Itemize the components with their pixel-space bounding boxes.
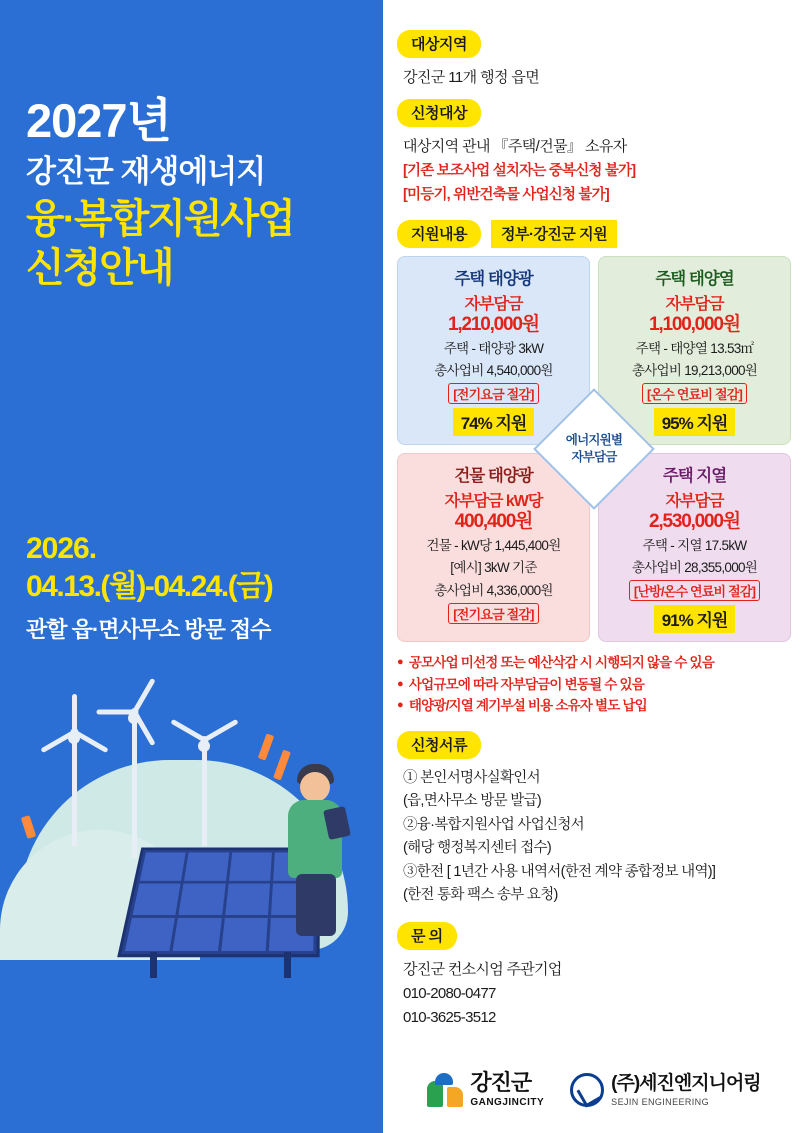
document-line: ① 본인서명사실확인서 — [403, 769, 540, 786]
contact-list — [403, 958, 791, 1030]
card-detail-1: 주택 - 지열 17.5kW — [642, 537, 747, 553]
card-benefit-tag: [온수 연료비 절감] — [642, 383, 747, 404]
card-title: 주택 태양열 — [655, 270, 734, 288]
title-line3: 융·복합지원사업 — [26, 197, 294, 242]
card-subtitle: 자부담금 — [665, 296, 724, 313]
date-line2: 04.13.(월)-04.24.(금) — [26, 569, 273, 603]
bullet-dot-icon: ● — [397, 655, 403, 668]
card-amount: 1,210,000원 — [448, 314, 539, 335]
date-line3: 관할 읍·면사무소 방문 접수 — [26, 617, 271, 642]
panel-leg — [284, 952, 291, 978]
title-line2: 강진군 재생에너지 — [26, 153, 266, 189]
card-benefit-tag: [전기요금 절감] — [448, 603, 538, 624]
card-detail-2: 총사업비 4,540,000원 — [434, 363, 553, 379]
bullet-dot-icon: ● — [397, 677, 403, 690]
tablet-icon — [323, 806, 351, 840]
region-text: 강진군 11개 행정 읍면 — [403, 69, 540, 86]
applicant-warning-2: [미등기, 위반건축물 사업신청 불가] — [403, 187, 609, 203]
bullet-dot-icon: ● — [397, 699, 403, 712]
card-title: 건물 태양광 — [454, 466, 533, 485]
card-house-solar-thermal — [598, 256, 791, 445]
gov-support-badge: 정부·강진군 지원 — [491, 220, 617, 248]
document-line: (읍,면사무소 방문 발급) — [403, 793, 542, 810]
document-line: (해당 행정복지센터 접수) — [403, 840, 551, 857]
gangjin-mark-icon — [427, 1073, 463, 1107]
wind-turbine-icon — [58, 710, 92, 840]
documents-list — [403, 767, 791, 908]
note-item — [397, 695, 791, 717]
section-label-applicant: 신청대상 — [397, 99, 481, 127]
applicant-warning-1: [기존 보조사업 설치자는 중복신청 불가] — [403, 163, 636, 179]
document-line: (한전 통화 팩스 송부 요청) — [403, 887, 558, 904]
card-percent: 91% 지원 — [654, 605, 736, 633]
title-line4: 신청안내 — [26, 246, 173, 291]
center-line-2: 자부담금 — [571, 449, 617, 464]
section-label-documents: 신청서류 — [397, 731, 481, 759]
wind-turbine-icon — [118, 690, 152, 850]
gangjin-logo-subtext: GANGJINCITY — [470, 1097, 545, 1108]
card-building-solar-pv — [397, 453, 590, 642]
card-detail-2: [예시] 3kW 기준 — [450, 560, 537, 576]
card-title: 주택 태양광 — [454, 270, 533, 288]
card-amount: 400,400원 — [454, 510, 533, 532]
contact-org: 강진군 컨소시엄 주관기업 — [403, 960, 562, 978]
card-detail-1: 주택 - 태양열 13.53㎡ — [635, 340, 754, 356]
card-detail-1: 건물 - kW당 1,445,400원 — [426, 537, 561, 553]
card-percent: 95% 지원 — [654, 408, 736, 436]
section-label-region: 대상지역 — [397, 30, 481, 58]
support-cards-grid — [397, 256, 791, 642]
card-subtitle: 자부담금 kW당 — [444, 492, 543, 510]
sejin-logo-text: (주)세진엔지니어링 — [611, 1072, 761, 1094]
section-label-contact: 문 의 — [397, 922, 457, 950]
spark-icon — [273, 750, 291, 781]
footer-logos — [383, 1047, 805, 1133]
card-detail-1: 주택 - 태양광 3kW — [443, 340, 544, 356]
solar-illustration — [0, 690, 383, 1020]
center-diamond-text — [549, 432, 639, 466]
spark-icon — [21, 815, 36, 839]
card-house-solar-pv — [397, 256, 590, 445]
card-percent: 74% 지원 — [453, 408, 535, 436]
card-subtitle: 자부담금 — [464, 296, 523, 313]
note-text: 사업규모에 따라 자부담금이 변동될 수 있음 — [408, 676, 644, 692]
card-subtitle: 자부담금 — [665, 492, 724, 510]
title-year: 2027년 — [26, 94, 171, 147]
right-panel — [383, 0, 805, 1133]
person-head — [300, 772, 330, 802]
gangjin-logo — [427, 1072, 544, 1108]
section-label-support: 지원내용 — [397, 220, 481, 248]
left-panel — [0, 0, 383, 1133]
title-block — [0, 0, 383, 293]
card-detail-3: 총사업비 4,336,000원 — [434, 582, 553, 598]
gangjin-logo-text: 강진군 — [470, 1070, 532, 1095]
spark-icon — [258, 733, 274, 760]
support-header — [397, 220, 791, 248]
card-amount: 2,530,000원 — [649, 510, 740, 532]
card-house-geothermal — [598, 453, 791, 642]
person-legs — [296, 874, 336, 936]
date-block — [26, 530, 272, 644]
card-detail-2: 총사업비 28,355,000원 — [631, 560, 758, 576]
note-item — [397, 674, 791, 696]
sejin-logo — [570, 1073, 761, 1107]
sejin-logo-subtext: SEJIN ENGINEERING — [611, 1096, 709, 1107]
applicant-text: 대상지역 관내 『주택/건물』 소유자 — [403, 138, 627, 155]
card-title: 주택 지열 — [662, 466, 727, 485]
card-benefit-tag: [전기요금 절감] — [448, 383, 538, 404]
document-line: ②융·복합지원사업 사업신청서 — [403, 816, 584, 833]
sejin-mark-icon — [570, 1073, 604, 1107]
contact-phone-2[interactable]: 010-3625-3512 — [403, 1008, 496, 1026]
note-item — [397, 652, 791, 674]
notes-list — [397, 652, 791, 717]
card-benefit-tag: [난방/온수 연료비 절감] — [629, 580, 760, 601]
panel-leg — [150, 952, 157, 978]
contact-phone-1[interactable]: 010-2080-0477 — [403, 984, 496, 1002]
card-amount: 1,100,000원 — [649, 314, 740, 335]
note-text: 태양광/지열 계기부설 비용 소유자 별도 납입 — [408, 698, 647, 714]
document-line: ③한전 [ 1년간 사용 내역서(한전 계약 종합정보 내역)] — [403, 863, 716, 880]
note-text: 공모사업 미선정 또는 예산삭감 시 시행되지 않을 수 있음 — [408, 654, 715, 670]
center-line-1: 에너지원별 — [565, 433, 623, 448]
card-detail-2: 총사업비 19,213,000원 — [631, 363, 758, 379]
wind-turbine-icon — [188, 718, 222, 838]
date-line1: 2026. — [26, 532, 97, 565]
